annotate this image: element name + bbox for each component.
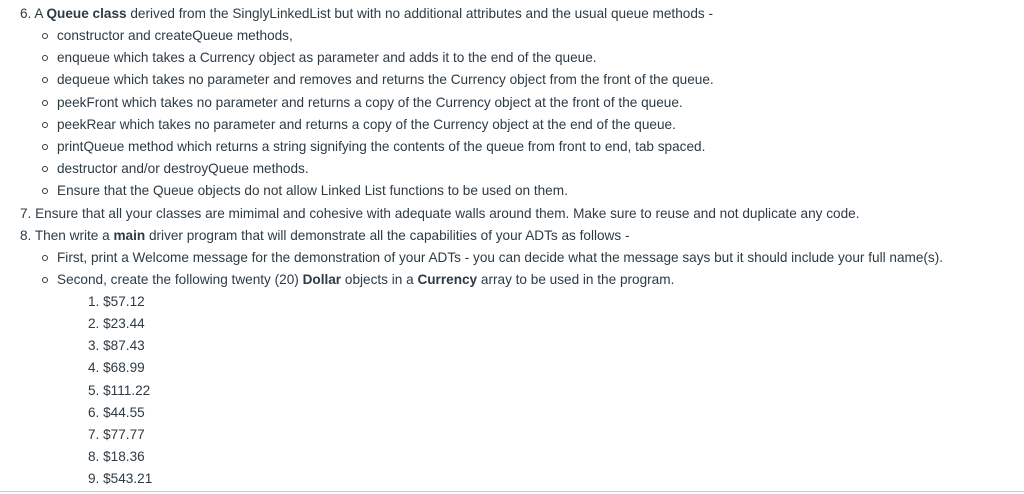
dollar-item: 7. $77.77 (88, 427, 145, 442)
bullet-text: Ensure that the Queue objects do not allow Linked List functions to be used on them. (57, 183, 568, 198)
list-item (42, 249, 943, 267)
list-item (42, 160, 309, 178)
bullet-icon (42, 55, 48, 61)
bullet-icon (42, 100, 48, 106)
bullet-text: constructor and createQueue methods, (57, 28, 293, 43)
bullet-text: enqueue which takes a Currency object as parameter and adds it to the end of the queue. (57, 50, 597, 65)
dollar-item: 2. $23.44 (88, 316, 145, 331)
bullet-text-mid: objects in a (341, 272, 418, 287)
list-item (42, 27, 293, 45)
bullet-text-bold-dollar: Dollar (302, 272, 342, 287)
bullet-text: dequeue which takes no parameter and removes and returns the Currency object from the front of the queue. (57, 72, 714, 87)
bullet-icon (42, 77, 48, 83)
item-8-heading (20, 227, 629, 245)
bullet-icon (42, 188, 48, 194)
item-6-post: derived from the SinglyLinkedList but with no additional attributes and the usual queue methods - (126, 6, 713, 21)
item-8-bold: main (113, 228, 146, 243)
list-item (42, 49, 597, 67)
bullet-icon (42, 166, 48, 172)
bullet-text: destructor and/or destroyQueue methods. (57, 161, 309, 176)
list-item (42, 94, 683, 112)
bullet-text-bold-currency: Currency (417, 272, 478, 287)
bullet-text: peekRear which takes no parameter and returns a copy of the Currency object at the end of the queue. (57, 117, 676, 132)
item-8-pre: 8. Then write a (20, 228, 114, 243)
bullet-icon (42, 144, 48, 150)
bullet-text: First, print a Welcome message for the demonstration of your ADTs - you can decide what the message says but it should include your full name(s). (57, 250, 944, 265)
dollar-item: 4. $68.99 (88, 360, 145, 375)
list-item (42, 271, 674, 289)
dollar-item: 9. $543.21 (88, 471, 153, 486)
dollar-item: 1. $57.12 (88, 294, 145, 309)
dollar-item: 8. $18.36 (88, 449, 145, 464)
bullet-text-pre: Second, create the following twenty (20) (57, 272, 303, 287)
bullet-icon (42, 277, 48, 283)
bullet-text-post: array to be used in the program. (477, 272, 675, 287)
bottom-divider (0, 491, 1024, 492)
bullet-text: printQueue method which returns a string signifying the contents of the queue from front to end, tab spaced. (57, 139, 706, 154)
list-item (42, 182, 568, 200)
bullet-icon (42, 33, 48, 39)
item-6-heading (20, 5, 713, 23)
item-6-number: 6. (20, 6, 35, 21)
dollar-item: 6. $44.55 (88, 405, 145, 420)
bullet-icon (42, 255, 48, 261)
dollar-item: 5. $111.22 (88, 383, 151, 398)
item-7: 7. Ensure that all your classes are mimimal and cohesive with adequate walls around them. Make sure to reuse and not duplicate any code. (20, 206, 860, 221)
dollar-item: 3. $87.43 (88, 338, 145, 353)
list-item (42, 71, 714, 89)
bullet-text: peekFront which takes no parameter and returns a copy of the Currency object at the front of the queue. (57, 95, 683, 110)
bullet-icon (42, 122, 48, 128)
item-8-post: driver program that will demonstrate all the capabilities of your ADTs as follows - (145, 228, 630, 243)
list-item (42, 116, 676, 134)
item-6-pre: A (34, 6, 47, 21)
item-6-bold: Queue class (46, 6, 127, 21)
list-item (42, 138, 705, 156)
